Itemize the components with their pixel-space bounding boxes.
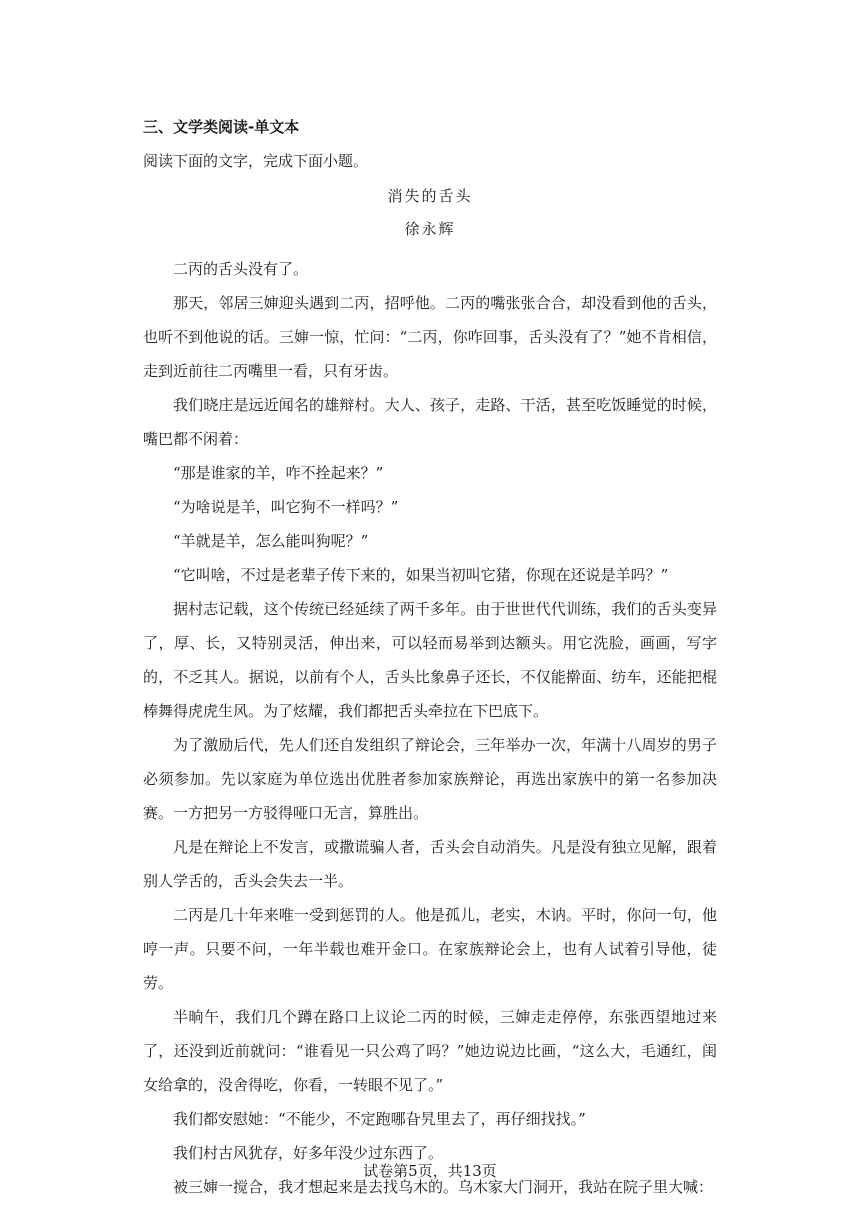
- paragraph: 被三婶一搅合，我才想起来是去找乌木的。乌木家大门洞开，我站在院子里大喊：: [173, 1178, 714, 1196]
- paragraph: 二丙是几十年来唯一受到惩罚的人。他是孤儿，老实，木讷。平时，你问一句，他哼一声。只要不问，一年半载也难开金口。在家族辩论会上，也有人试着引导他，徒劳。: [143, 906, 717, 992]
- paragraph: 二丙的舌头没有了。: [173, 260, 309, 278]
- dialogue-line: “羊就是羊，怎么能叫狗呢？”: [173, 532, 369, 550]
- paragraph: 据村志记载，这个传统已经延续了两千多年。由于世世代代训练，我们的舌头变异了，厚、长，又特别灵活，伸出来，可以轻而易举到达额头。用它洗脸，画画，写字的，不乏其人。据说，以前有个人，舌头比象鼻子还长，不仅能擀面、纺车，还能把棍棒舞得虎虎生风。为了炫耀，我们都把舌头牵拉在下巴底下。: [143, 600, 717, 720]
- story-body: [143, 252, 717, 1204]
- story-author: 徐永辉: [404, 220, 456, 238]
- paragraph: 那天，邻居三婶迎头遇到二丙，招呼他。二丙的嘴张张合合，却没看到他的舌头，也听不到他说的话。三婶一惊，忙问：“二丙，你咋回事，舌头没有了？”她不肯相信，走到近前往二丙嘴里一看，只有牙齿。: [143, 294, 717, 380]
- paragraph: 我们都安慰她：“不能少，不定跑哪旮旯里去了，再仔细找找。”: [173, 1110, 586, 1128]
- dialogue-line: “为啥说是羊，叫它狗不一样吗？”: [173, 498, 399, 516]
- paragraph: 凡是在辩论上不发言，或撒谎骗人者，舌头会自动消失。凡是没有独立见解，跟着别人学舌的，舌头会失去一半。: [143, 838, 717, 890]
- paragraph: 我们晓庄是远近闻名的雄辩村。大人、孩子，走路、干活，甚至吃饭睡觉的时候，嘴巴都不闲着：: [143, 396, 717, 448]
- dialogue-line: “它叫啥，不过是老辈子传下来的，如果当初叫它猪，你现在还说是羊吗？”: [173, 566, 669, 584]
- reading-instruction: 阅读下面的文字，完成下面小题。: [143, 152, 369, 170]
- story-title: 消失的舌头: [387, 187, 473, 205]
- paragraph: 我们村古风犹存，好多年没少过东西了。: [173, 1144, 444, 1162]
- section-title: 三、文学类阅读-单文本: [143, 118, 300, 136]
- page-footer: 试卷第5页，共13页: [363, 1162, 497, 1180]
- dialogue-line: “那是谁家的羊，咋不拴起来？”: [173, 464, 384, 482]
- paragraph: 为了激励后代，先人们还自发组织了辩论会，三年举办一次，年满十八周岁的男子必须参加。先以家庭为单位选出优胜者参加家族辩论，再选出家族中的第一名参加决赛。一方把另一方驳得哑口无言，算胜出。: [143, 736, 717, 822]
- paragraph: 半晌午，我们几个蹲在路口上议论二丙的时候，三婶走走停停，东张西望地过来了，还没到近前就问：“谁看见一只公鸡了吗？”她边说边比画，“这么大，毛通红，闺女给拿的，没舍得吃，你看，一转眼不见了。”: [143, 1008, 717, 1094]
